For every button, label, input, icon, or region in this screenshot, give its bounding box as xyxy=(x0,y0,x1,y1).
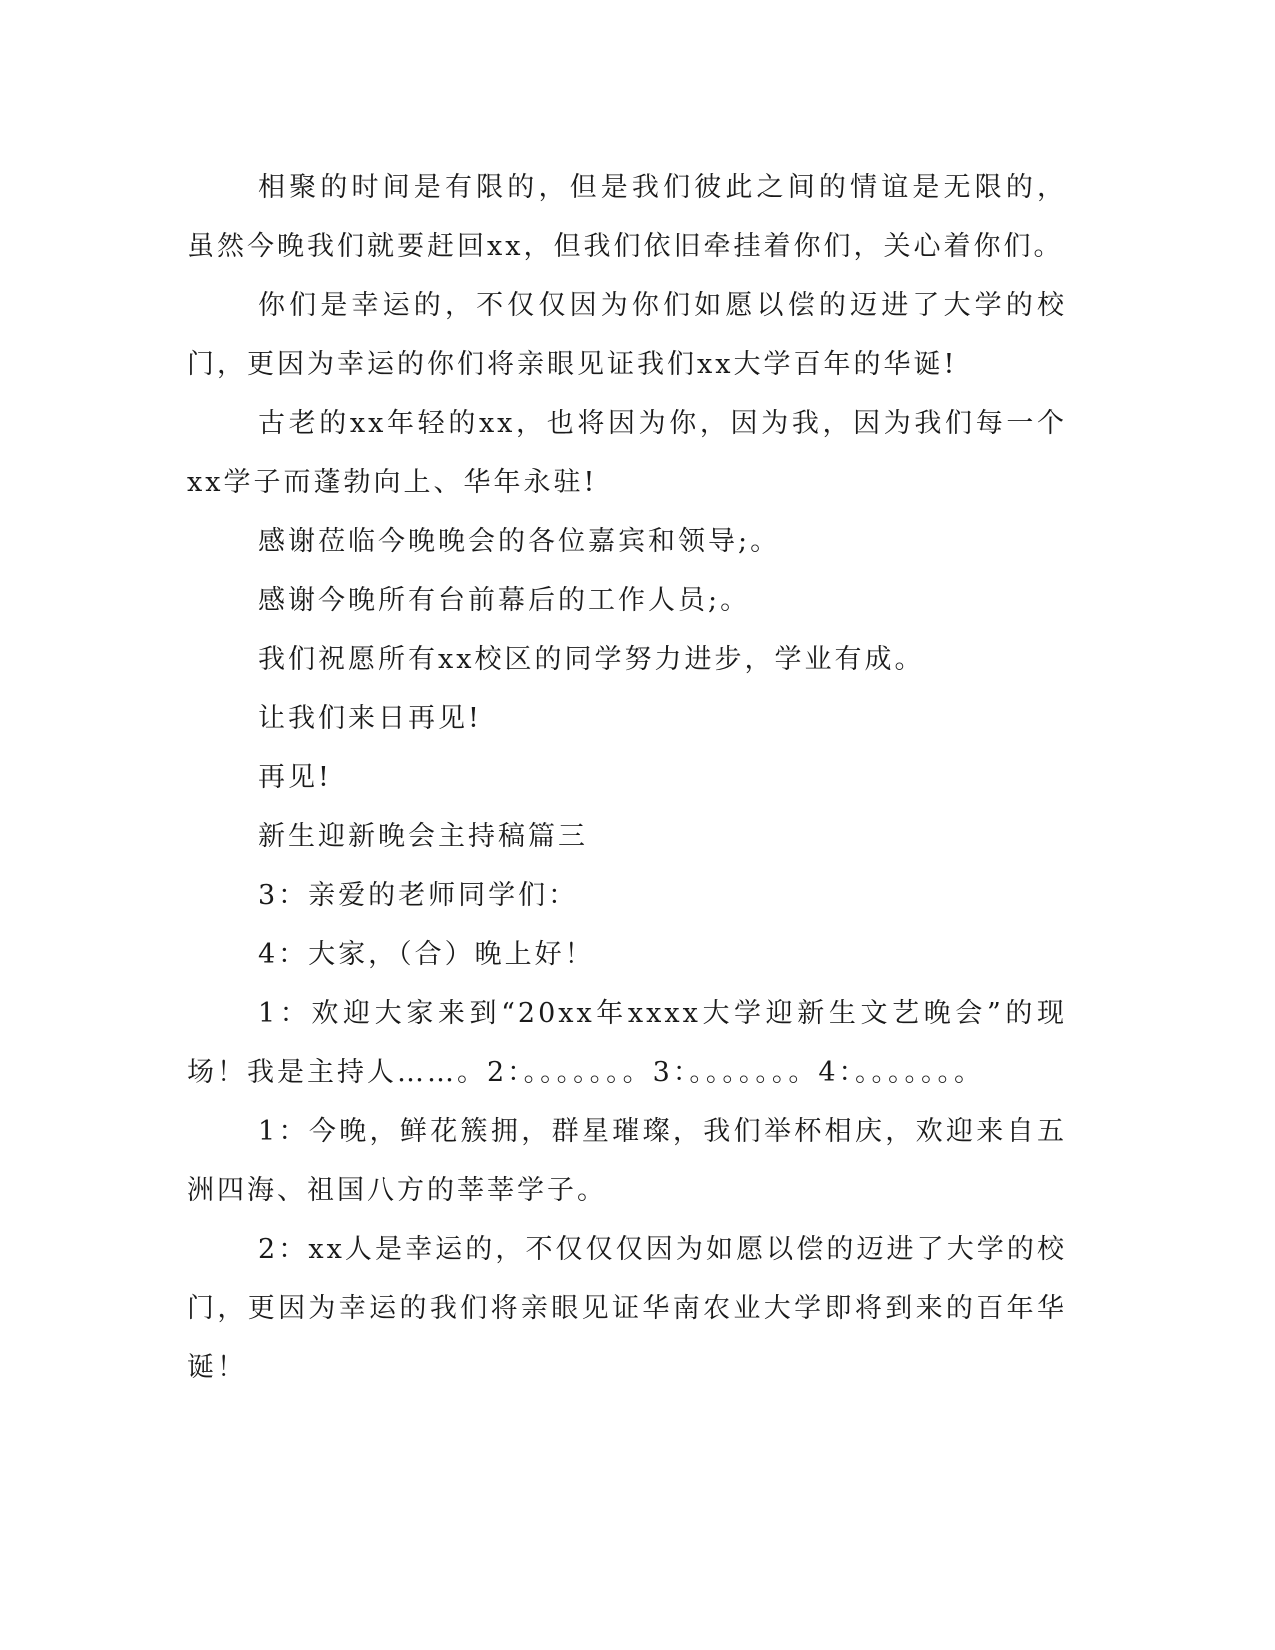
paragraph: 1：今晚，鲜花簇拥，群星璀璨，我们举杯相庆，欢迎来自五洲四海、祖国八方的莘莘学子。 xyxy=(187,1116,1067,1206)
document-body xyxy=(187,158,1067,1397)
paragraph: 你们是幸运的，不仅仅因为你们如愿以偿的迈进了大学的校门，更因为幸运的你们将亲眼见证我们xx大学百年的华诞! xyxy=(187,290,1067,380)
paragraph: 4：大家，（合）晚上好！ xyxy=(258,939,595,970)
paragraph: 相聚的时间是有限的，但是我们彼此之间的情谊是无限的，虽然今晚我们就要赶回xx，但我们依旧牵挂着你们，关心着你们。 xyxy=(187,172,1067,262)
paragraph: 感谢莅临今晚晚会的各位嘉宾和领导;。 xyxy=(258,526,781,557)
paragraph: 我们祝愿所有xx校区的同学努力进步，学业有成。 xyxy=(258,644,925,675)
paragraph: 再见! xyxy=(258,762,332,793)
paragraph: 2：xx人是幸运的，不仅仅仅因为如愿以偿的迈进了大学的校门，更因为幸运的我们将亲眼见证华南农业大学即将到来的百年华诞！ xyxy=(187,1234,1067,1383)
paragraph: 1：欢迎大家来到“20xx年xxxx大学迎新生文艺晚会”的现场！我是主持人……。2：。。。。。。。3：。。。。。。。4：。。。。。。。 xyxy=(187,998,1067,1088)
paragraph: 让我们来日再见! xyxy=(258,703,482,734)
paragraph: 感谢今晚所有台前幕后的工作人员;。 xyxy=(258,585,751,616)
section-title: 新生迎新晚会主持稿篇三 xyxy=(258,821,588,852)
paragraph: 古老的xx年轻的xx，也将因为你，因为我，因为我们每一个xx学子而蓬勃向上、华年永驻! xyxy=(187,408,1067,498)
paragraph: 3：亲爱的老师同学们： xyxy=(258,880,579,911)
